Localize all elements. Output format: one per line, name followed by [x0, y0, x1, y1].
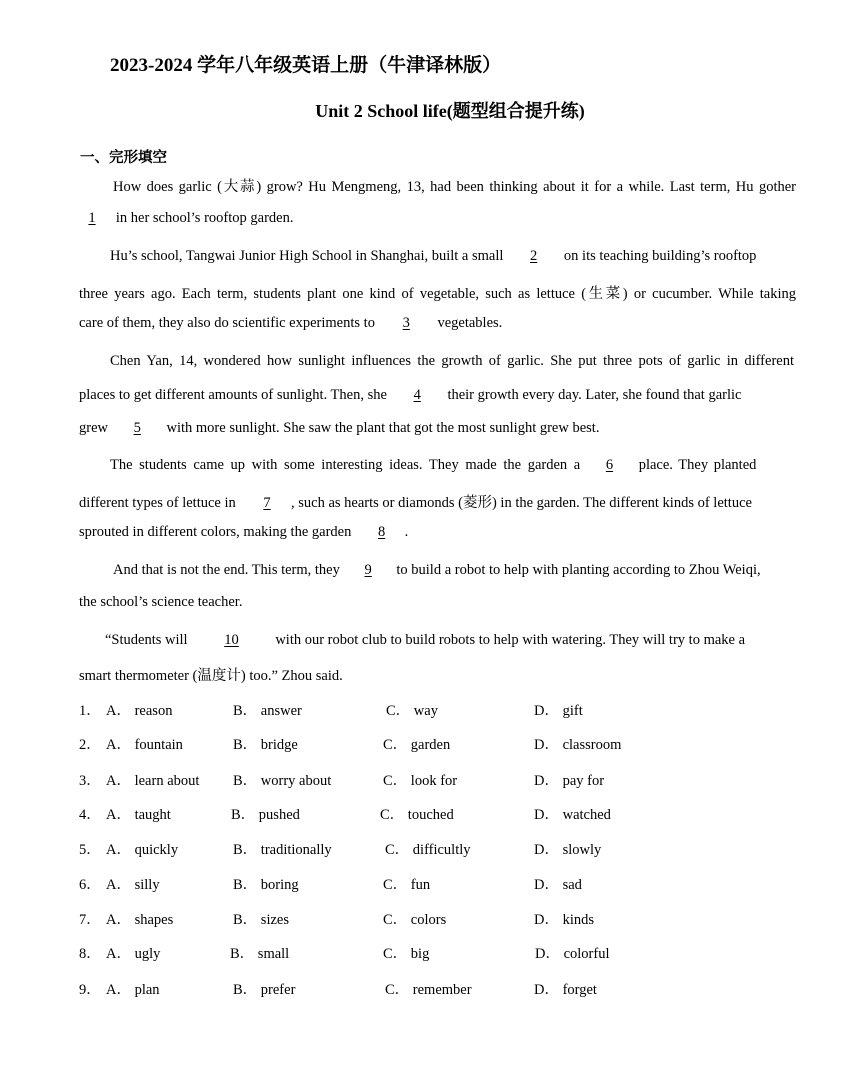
text-segment: with our robot club to build robots to help with watering. They will try to make a — [275, 632, 746, 648]
text-segment: Hu’s school, Tangwai Junior High School in Shanghai, built a small — [110, 248, 504, 264]
option-d[interactable]: D． sad — [534, 877, 582, 893]
text-segment: grew — [79, 420, 108, 436]
option-b[interactable]: B． bridge — [233, 737, 298, 753]
question-number: 8． — [79, 946, 101, 962]
text-segment: place. They planted — [638, 457, 757, 473]
text-segment: in her school’s rooftop garden. — [115, 210, 294, 226]
text-segment: on its teaching building’s rooftop — [563, 248, 757, 264]
text-line — [79, 420, 599, 437]
text-line — [79, 210, 293, 227]
option-b[interactable]: B． pushed — [231, 807, 300, 823]
text-segment: , such as hearts or diamonds (菱形) in the garden. The different kinds of lettuce — [291, 495, 752, 511]
blank-10: 10 — [224, 632, 239, 648]
blank-6: 6 — [605, 457, 614, 473]
question-number: 7． — [79, 912, 101, 928]
blank-9: 9 — [364, 562, 372, 578]
option-b[interactable]: B． traditionally — [233, 842, 332, 858]
option-a[interactable]: A． ugly — [106, 946, 161, 962]
text-line — [79, 491, 752, 512]
text-line: Chen Yan, 14, wondered how sunlight influences the growth of garlic. She put three pots of garlic in different — [110, 353, 794, 369]
option-d[interactable]: D． slowly — [534, 842, 602, 858]
option-b[interactable]: B． prefer — [233, 982, 296, 998]
page-title: 2023-2024 学年八年级英语上册（牛津译林版） — [110, 55, 502, 76]
blank-3: 3 — [402, 315, 410, 331]
text-line — [79, 315, 502, 332]
text-segment: care of them, they also do scientific experiments to — [79, 315, 375, 331]
option-c[interactable]: C． remember — [385, 982, 472, 998]
option-c[interactable]: C． difficultly — [385, 842, 471, 858]
text-line — [105, 632, 745, 649]
text-line: three years ago. Each term, students plant one kind of vegetable, such as lettuce (生菜) or cucumber. While taking — [79, 286, 796, 302]
option-c[interactable]: C． colors — [383, 912, 447, 928]
option-d[interactable]: D． watched — [534, 807, 611, 823]
question-number: 1． — [79, 703, 101, 719]
blank-5: 5 — [133, 420, 141, 436]
question-row — [79, 803, 799, 823]
text-line — [79, 387, 741, 404]
option-a[interactable]: A． fountain — [106, 737, 183, 753]
question-row — [79, 978, 799, 998]
text-segment: sprouted in different colors, making the garden — [79, 524, 352, 540]
blank-7: 7 — [263, 495, 271, 511]
option-d[interactable]: D． classroom — [534, 737, 622, 753]
option-d[interactable]: D． kinds — [534, 912, 595, 928]
question-row — [79, 908, 799, 928]
blank-4: 4 — [413, 387, 421, 403]
text-segment: different types of lettuce in — [79, 495, 236, 511]
option-b[interactable]: B． boring — [233, 877, 299, 893]
text-line — [113, 562, 761, 579]
text-line: How does garlic (大蒜) grow? Hu Mengmeng, 13, had been thinking about it for a while. Last term, Hu gother — [113, 179, 796, 195]
option-c[interactable]: C． look for — [383, 773, 458, 789]
question-row — [79, 733, 799, 753]
text-segment: “Students will — [105, 632, 188, 648]
question-number: 4． — [79, 807, 101, 823]
question-number: 3． — [79, 773, 101, 789]
option-d[interactable]: D． colorful — [535, 946, 610, 962]
question-number: 6． — [79, 877, 101, 893]
text-segment: to build a robot to help with planting according to Zhou Weiqi, — [396, 562, 761, 578]
text-line — [110, 248, 756, 265]
question-row — [79, 769, 799, 789]
question-number: 2． — [79, 737, 101, 753]
option-c[interactable]: C． touched — [380, 807, 454, 823]
text-line — [110, 457, 756, 474]
question-number: 9． — [79, 982, 101, 998]
option-a[interactable]: A． plan — [106, 982, 160, 998]
question-row — [79, 838, 799, 858]
option-a[interactable]: A． quickly — [106, 842, 179, 858]
option-b[interactable]: B． small — [230, 946, 290, 962]
text-segment: vegetables. — [437, 315, 503, 331]
text-segment: And that is not the end. This term, they — [113, 562, 340, 578]
option-d[interactable]: D． gift — [534, 703, 583, 719]
text-segment: The students came up with some interesting ideas. They made the garden a — [110, 457, 581, 473]
text-segment: . — [404, 524, 409, 540]
question-row — [79, 873, 799, 893]
option-d[interactable]: D． forget — [534, 982, 597, 998]
blank-1: 1 — [88, 210, 96, 226]
question-row — [79, 699, 799, 719]
option-a[interactable]: A． taught — [106, 807, 171, 823]
text-line — [79, 524, 408, 541]
option-c[interactable]: C． garden — [383, 737, 451, 753]
blank-8: 8 — [377, 524, 386, 540]
question-row — [79, 942, 799, 962]
option-b[interactable]: B． answer — [233, 703, 302, 719]
option-c[interactable]: C． big — [383, 946, 430, 962]
page-subtitle: Unit 2 School life(题型组合提升练) — [315, 101, 585, 121]
option-a[interactable]: A． silly — [106, 877, 160, 893]
option-c[interactable]: C． way — [386, 703, 438, 719]
option-a[interactable]: A． learn about — [106, 773, 200, 789]
text-line: smart thermometer (温度计) too.” Zhou said. — [79, 668, 343, 684]
text-line: the school’s science teacher. — [79, 594, 243, 610]
question-number: 5． — [79, 842, 101, 858]
section-heading: 一、完形填空 — [80, 150, 167, 166]
option-a[interactable]: A． shapes — [106, 912, 174, 928]
text-segment: with more sunlight. She saw the plant that got the most sunlight grew best. — [166, 420, 600, 436]
option-b[interactable]: B． sizes — [233, 912, 289, 928]
option-b[interactable]: B． worry about — [233, 773, 332, 789]
option-a[interactable]: A． reason — [106, 703, 173, 719]
text-segment: their growth every day. Later, she found that garlic — [447, 387, 742, 403]
blank-2: 2 — [530, 248, 538, 264]
text-segment: places to get different amounts of sunlight. Then, she — [79, 387, 387, 403]
option-d[interactable]: D． pay for — [534, 773, 605, 789]
option-c[interactable]: C． fun — [383, 877, 431, 893]
